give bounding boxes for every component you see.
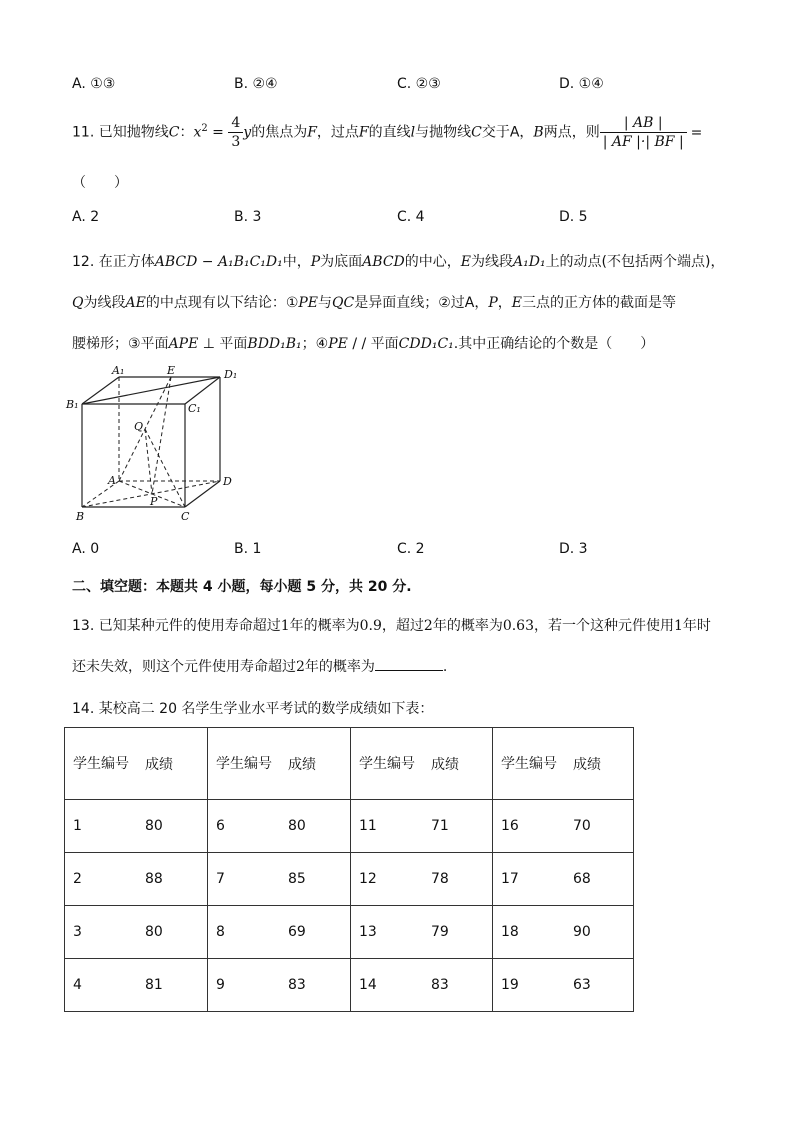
q12-option-a: A. 0: [72, 541, 100, 557]
q11-coefficient-fraction: $\frac{4}{3}$: [228, 114, 243, 151]
header-cell: 学生编号 成绩: [208, 728, 351, 800]
scores-table: [64, 727, 634, 1012]
score: 83: [288, 977, 306, 993]
header-cell: 学生编号 成绩: [351, 728, 493, 800]
q12-line3: 腰梯形；③平面APE ⊥ 平面BDD₁B₁；④PE / / 平面CDD₁C₁.其中正确结论的个数是（ ）: [72, 336, 655, 352]
q11-answer-paren: （ ）: [72, 175, 128, 191]
student-id: 2: [73, 871, 82, 887]
q12-option-d: D. 3: [559, 541, 588, 557]
table-header-row: [65, 728, 634, 800]
student-id: 9: [216, 977, 225, 993]
student-id: 11: [359, 818, 377, 834]
label-p: P: [150, 495, 158, 508]
student-id: 14: [359, 977, 377, 993]
score: 81: [145, 977, 163, 993]
q14-stem: 14. 某校高二 20 名学生学业水平考试的数学成绩如下表：: [72, 701, 434, 717]
seg-q-p-hidden: [145, 429, 152, 494]
table-row: [65, 853, 634, 906]
student-id: 7: [216, 871, 225, 887]
student-id: 4: [73, 977, 82, 993]
table-row: [65, 959, 634, 1012]
edge-c-d: [185, 481, 220, 507]
q10-option-d: D. ①④: [559, 76, 604, 92]
q11-option-a: A. 2: [72, 209, 100, 225]
student-id: 13: [359, 924, 377, 940]
cube-figure: [64, 364, 254, 524]
seg-e-p-hidden: [152, 377, 171, 494]
q13-answer-blank: [375, 656, 443, 671]
label-d: D: [223, 475, 232, 488]
score: 80: [288, 818, 306, 834]
student-id: 12: [359, 871, 377, 887]
q12-option-b: B. 1: [234, 541, 262, 557]
label-c1: C₁: [188, 402, 201, 415]
edge-d1-c1: [185, 377, 220, 404]
q10-option-c: C. ②③: [397, 76, 441, 92]
score: 71: [431, 818, 449, 834]
score: 80: [145, 924, 163, 940]
label-b: B: [76, 510, 85, 523]
q11-option-d: D. 5: [559, 209, 588, 225]
diag-b1-d1: [82, 377, 220, 404]
student-id: 17: [501, 871, 519, 887]
score: 83: [431, 977, 449, 993]
score: 85: [288, 871, 306, 887]
student-id: 18: [501, 924, 519, 940]
q12-line1: 12. 在正方体ABCD − A₁B₁C₁D₁中，P为底面ABCD的中心，E为线段A₁D₁上的动点(不包括两个端点)，: [72, 254, 725, 270]
student-id: 16: [501, 818, 519, 834]
student-id: 3: [73, 924, 82, 940]
student-id: 1: [73, 818, 82, 834]
table-row: [65, 906, 634, 959]
q11-ratio-fraction: $\frac{| AB |}{| AF |\cdot| BF |}$: [600, 114, 687, 151]
student-id: 8: [216, 924, 225, 940]
score: 63: [573, 977, 591, 993]
q13-line1: 13. 已知某种元件的使用寿命超过1年的概率为0.9，超过2年的概率为0.63，若一个这种元件使用1年时: [72, 618, 711, 634]
table-row: [65, 800, 634, 853]
section-fill-in-title: 二、填空题：本题共 4 小题，每小题 5 分，共 20 分.: [72, 579, 412, 595]
label-e: E: [167, 364, 176, 377]
student-id: 19: [501, 977, 519, 993]
q10-option-a: A. ①③: [72, 76, 116, 92]
score: 80: [145, 818, 163, 834]
q10-option-b: B. ②④: [234, 76, 278, 92]
score: 79: [431, 924, 449, 940]
q11-stem: 11. 已知抛物线C：$x^2$ = $\frac{4}{3}$ y的焦点为F，过点F的直线l与抛物线C交于A，B两点，则 $\frac{| AB |}{| AF |\cdot| BF |}$ =: [72, 115, 703, 150]
score: 88: [145, 871, 163, 887]
label-a1: A₁: [112, 364, 125, 377]
q12-line2: Q为线段AE的中点现有以下结论：①PE与QC是异面直线；②过A，P，E三点的正方体的截面是等: [72, 295, 677, 311]
student-id: 6: [216, 818, 225, 834]
label-q: Q: [134, 420, 144, 433]
score: 70: [573, 818, 591, 834]
label-d1: D₁: [224, 368, 238, 381]
q11-option-c: C. 4: [397, 209, 425, 225]
label-b1: B₁: [66, 398, 79, 411]
score: 78: [431, 871, 449, 887]
header-cell: 学生编号 成绩: [65, 728, 208, 800]
label-c: C: [181, 510, 190, 523]
header-cell: 学生编号 成绩: [493, 728, 634, 800]
score: 90: [573, 924, 591, 940]
q13-line2: 还未失效，则这个元件使用寿命超过2年的概率为 .: [72, 656, 447, 676]
score: 69: [288, 924, 306, 940]
score: 68: [573, 871, 591, 887]
q11-option-b: B. 3: [234, 209, 262, 225]
label-a: A: [108, 474, 116, 487]
q12-option-c: C. 2: [397, 541, 425, 557]
